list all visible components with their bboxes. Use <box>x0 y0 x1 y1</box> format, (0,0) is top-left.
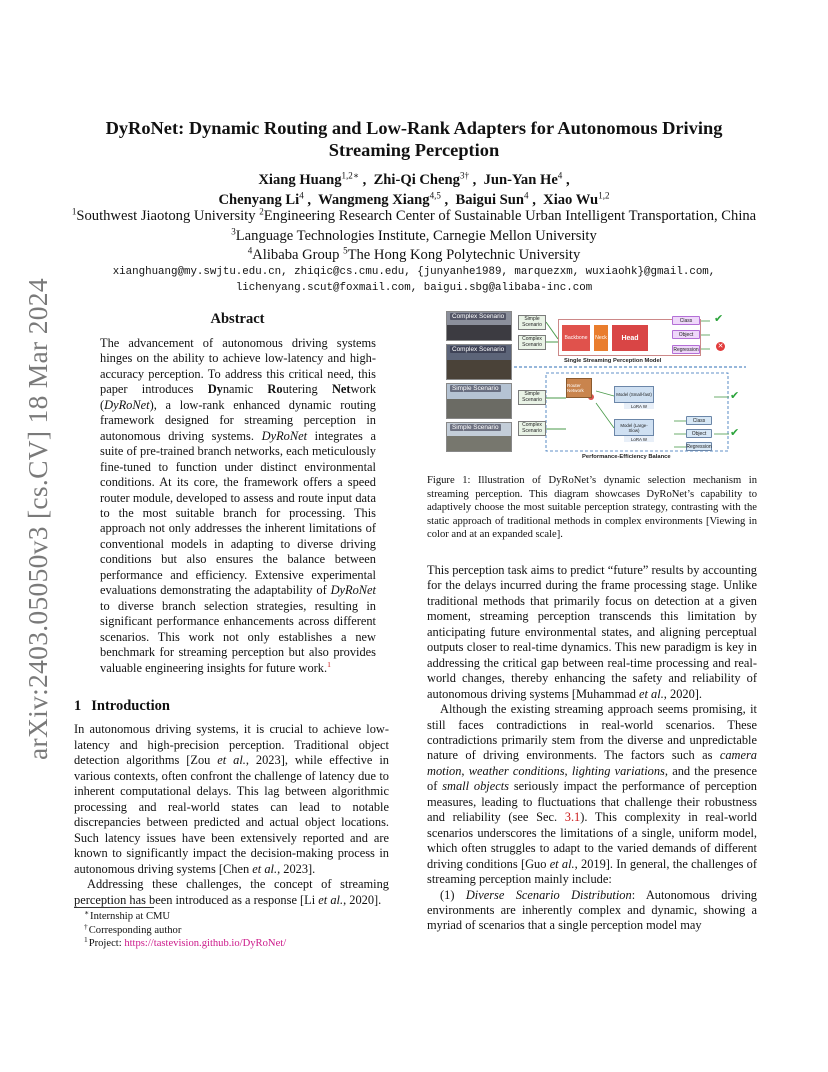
model-label: Model (Small-fast) <box>616 392 652 397</box>
regression-output: Regression <box>673 346 699 353</box>
class-output: Class <box>672 316 700 325</box>
author-name: Zhi-Qi Cheng <box>373 172 460 188</box>
section-number: 1 <box>74 698 82 714</box>
author-name: Xiao Wu <box>543 192 599 208</box>
complex-scenario-box: Complex Scenario <box>518 421 546 436</box>
affil-3: Language Technologies Institute, Carnegie Mellon University <box>235 227 597 244</box>
scene-photo <box>446 344 512 380</box>
text: , and the presence of <box>427 763 757 794</box>
check-icon: ✔ <box>714 313 724 325</box>
affil-sup: 5 <box>343 245 348 256</box>
title-line-2: Streaming Perception <box>328 140 500 160</box>
scene-photo <box>446 422 512 452</box>
abstract-text: to diverse branch selection strategies, resulting in significant performance enhancements across different scenarios. This work not only establishes a new benchmark for streaming perception but also provides valuable engineering insights for future work. <box>100 598 376 675</box>
small-fast-model <box>614 386 654 403</box>
abstract-text: work ( <box>100 382 377 412</box>
paragraph <box>74 877 389 908</box>
method-name: DyRoNet <box>330 583 376 598</box>
affil-1: Southwest Jiaotong University <box>76 208 256 224</box>
author-sup: 3† <box>459 170 469 181</box>
factor-emphasis: small objects <box>442 779 509 794</box>
footnote-symbol: ∗ <box>84 908 90 918</box>
object-output: Object <box>672 330 700 339</box>
photo-label: Simple Scenario <box>452 385 499 392</box>
author-name: Jun-Yan He <box>483 172 558 188</box>
abstract-heading: Abstract <box>210 311 265 327</box>
text: (1) <box>440 887 466 902</box>
text: : Autonomous driving environments are inherently complex and dynamic, showing a myriad of scenarios that a single perception model may <box>427 887 757 933</box>
affil-sup: 3 <box>231 225 236 236</box>
citation-etal: et al. <box>639 686 664 701</box>
abstract-text: The advancement of autonomous driving systems hinges on the ability to achieve low-latency and high-accuracy perception. To address this critical need, this paper introduces <box>100 336 376 397</box>
author-line-2: Chenyang Li$^4$ , Wangmeng Xiang$^{4,5}$ , Baigui Sun$^4$ , Xiao Wu$^{1,2}$ <box>218 190 610 208</box>
check-icon: ✔ <box>730 427 740 439</box>
author-name: Chenyang Li <box>218 192 300 208</box>
challenge-title: Diverse Scenario Distribution <box>465 887 632 902</box>
arrow-line <box>596 403 614 428</box>
arrow-line <box>596 391 614 396</box>
citation-etal: et al. <box>549 856 575 871</box>
text: Although the existing streaming approach seems promising, it still faces contradictions in real-world scenarios. These contradictions primarily stem from the diverse and unpredictable nature of driving environments. The factors such as <box>427 702 757 763</box>
section-reference-link[interactable]: 3.1 <box>564 810 581 825</box>
neck-block: Neck <box>594 325 608 351</box>
scene-photo <box>446 311 512 341</box>
introduction-body <box>74 722 389 908</box>
cross-icon: ✕ <box>717 343 724 350</box>
affil-2: Engineering Research Center of Sustainable Urban Intelligent Transportation, China <box>263 208 757 224</box>
footnote-symbol: 1 <box>84 935 88 945</box>
photo-label: Simple Scenario <box>452 424 499 431</box>
affiliations <box>60 207 768 266</box>
paragraph <box>74 722 389 877</box>
abstract-text: namic <box>222 382 268 397</box>
title-line-1: DyRoNet: Dynamic Routing and Low-Rank Adapters for Autonomous Driving <box>105 118 723 138</box>
author-sup: 1,2 <box>598 190 610 201</box>
figure-caption: Figure 1: Illustration of DyRoNet’s dynamic selection mechanism in streaming perception. This diagram showcases DyRoNet’s capability to adaptively choose the most suitable perception strategy, contrasting with the static approach of traditional methods in complex environments [Viewing in color and at an expanded scale]. <box>427 475 757 541</box>
backbone-block: Backbone <box>562 325 590 351</box>
author-name: Wangmeng Xiang <box>318 192 430 208</box>
abstract-text: utering <box>282 382 332 397</box>
footnote-symbol: † <box>84 921 88 931</box>
complex-scenario-box: Complex Scenario <box>518 335 546 350</box>
paragraph <box>427 702 757 887</box>
paper-title <box>60 117 768 161</box>
abstract-text: integrates a suite of pre-trained branch networks, each meticulously fine-tuned to function under distinct environmental conditions. At its core, the framework offers a speed router module, developed to assess and route input data to the most suitable branch for processing. This approach not only addresses the inherent limitations of conventional models in adapting to diverse driving conditions but also ensures the balance between performance and efficiency. Extensive experimental evaluations demonstrating the adaptability of <box>100 428 376 598</box>
emails-line-2: lichenyang.scut@foxmail.com, baigui.sbg@alibaba-inc.com <box>235 281 593 294</box>
factor-emphasis: camera motion <box>427 748 757 778</box>
text: , 2020]. <box>343 892 382 907</box>
footnote-ref[interactable]: 1 <box>327 659 331 669</box>
object-output: Object <box>686 429 712 438</box>
check-icon: ✔ <box>730 390 740 402</box>
paragraph <box>427 563 757 702</box>
text: This perception task aims to predict “future” results by accounting for the delays incurred during the frame processing stage. Unlike traditional methods that primarily focus on detection at a given moment, streaming perception transcends this limitation by anticipating future environmental states, and aligning perceptual outputs closer to real-time dynamics. This new paradigm is key in addressing the critical gap between real-time processing and real-world changes, thereby enhancing the safety and reliability of autonomous driving systems [Muhammad <box>427 563 757 701</box>
footnotes <box>74 910 389 951</box>
regression-output: Regression <box>686 443 712 450</box>
text: Addressing these challenges, the concept of streaming perception has been introduced as a response [Li <box>74 877 389 907</box>
photo-label: Complex Scenario <box>452 313 505 320</box>
section-heading-introduction <box>74 698 389 715</box>
acronym-letters: Net <box>331 382 351 397</box>
footnote <box>74 937 389 951</box>
text: In autonomous driving systems, it is crucial to achieve low-latency and high-precision perception. Traditional object detection algorithms [Zou <box>74 722 389 767</box>
author-list <box>60 170 768 210</box>
citation-etal: et al. <box>318 892 344 907</box>
single-model-label: Single Streaming Perception Model <box>564 358 662 364</box>
footnote <box>74 910 389 924</box>
arrow-line <box>546 322 558 339</box>
paragraph <box>427 888 757 934</box>
affil-sup: 1 <box>71 206 77 217</box>
text: , 2019]. In general, the challenges of streaming perception mainly include: <box>427 856 757 887</box>
author-sup: 4 <box>524 190 529 201</box>
emails-line-1: xianghuang@my.swjtu.edu.cn, zhiqic@cs.cmu.edu, {junyanhe1989, marquezxm, wuxiaohk}@gmail.com, <box>112 266 716 278</box>
author-line-1: Xiang Huang$^{1,2∗}$ , Zhi-Qi Cheng$^{3\dagger}$ , Jun-Yan He$^4$ , <box>258 170 570 188</box>
citation-etal: et al. <box>217 753 246 767</box>
text: , <box>564 763 572 778</box>
method-name: DyRoNet <box>104 397 150 412</box>
footnote-text: Project: <box>88 938 125 950</box>
large-slow-model <box>614 419 654 436</box>
text: , 2023], while effective in various contexts, often confront the challenge of latency due to inherent computational delays. This lag between algorithmic processing and real-world states can lead to notable discrepancies between predicted and actual object locations. Such latency issues have been extensively reported and are known to significantly impact the decision-making process in autonomous driving systems [Chen <box>74 753 389 876</box>
factor-emphasis: lighting variations <box>571 763 665 778</box>
class-output: Class <box>686 416 712 425</box>
footnote <box>74 921 389 938</box>
author-name: Xiang Huang <box>258 172 342 188</box>
simple-scenario-box: Simple Scenario <box>518 315 546 330</box>
text: , 2023]. <box>277 861 316 876</box>
scene-photo <box>446 383 512 419</box>
project-link[interactable]: https://tastevision.github.io/DyRoNet/ <box>124 938 287 950</box>
abstract-text: ), a low-rank enhanced dynamic routing framework designed for streaming perception in autonomous driving systems. <box>100 397 376 443</box>
text: , <box>461 763 469 778</box>
footnote-text: Internship at CMU <box>90 911 171 922</box>
balance-label: Performance-Efficiency Balance <box>582 454 671 460</box>
author-name: Baigui Sun <box>455 192 525 208</box>
text: , 2020]. <box>663 686 702 701</box>
head-block: Head <box>612 325 648 351</box>
affil-sup: 2 <box>259 206 264 217</box>
photo-label: Complex Scenario <box>452 346 505 353</box>
lora-label: LoRA W <box>624 403 654 409</box>
arxiv-stamp: arXiv:2403.05050v3 [cs.CV] 18 Mar 2024 <box>22 278 53 760</box>
section-title: Introduction <box>91 698 170 714</box>
model-label: Model (Large-Slow) <box>620 422 648 433</box>
text: ). This complexity in real-world scenarios underscores the limitations of a single, uniform model, which often struggles to adapt to the varied demands of different driving conditions [Guo <box>427 810 758 871</box>
citation-etal: et al. <box>252 861 278 876</box>
figure-1-diagram <box>446 311 746 465</box>
factor-emphasis: weather conditions <box>468 763 565 778</box>
affil-5: The Hong Kong Polytechnic University <box>347 247 581 263</box>
footnote-text: Corresponding author <box>88 924 182 936</box>
lora-label: LoRA W <box>624 436 654 442</box>
affil-4: Alibaba Group <box>252 247 340 263</box>
author-sup: 4,5 <box>429 190 441 201</box>
affil-sup: 4 <box>247 245 253 256</box>
acronym-letters: Ro <box>267 382 283 397</box>
author-sup: 1,2∗ <box>341 170 359 181</box>
right-column-body <box>427 563 757 934</box>
text: seriously impact the performance of perception measures, leading to fluctuations that challenge their robustness and reliability (see Sec. <box>427 779 757 825</box>
acronym-letters: Dy <box>207 382 223 397</box>
author-sup: 4 <box>557 170 563 181</box>
abstract-body <box>100 336 376 676</box>
author-sup: 4 <box>299 190 304 201</box>
author-emails <box>40 265 788 296</box>
router-network-block: Router Network <box>566 378 592 398</box>
method-name: DyRoNet <box>261 428 308 443</box>
simple-scenario-box: Simple Scenario <box>518 390 546 405</box>
